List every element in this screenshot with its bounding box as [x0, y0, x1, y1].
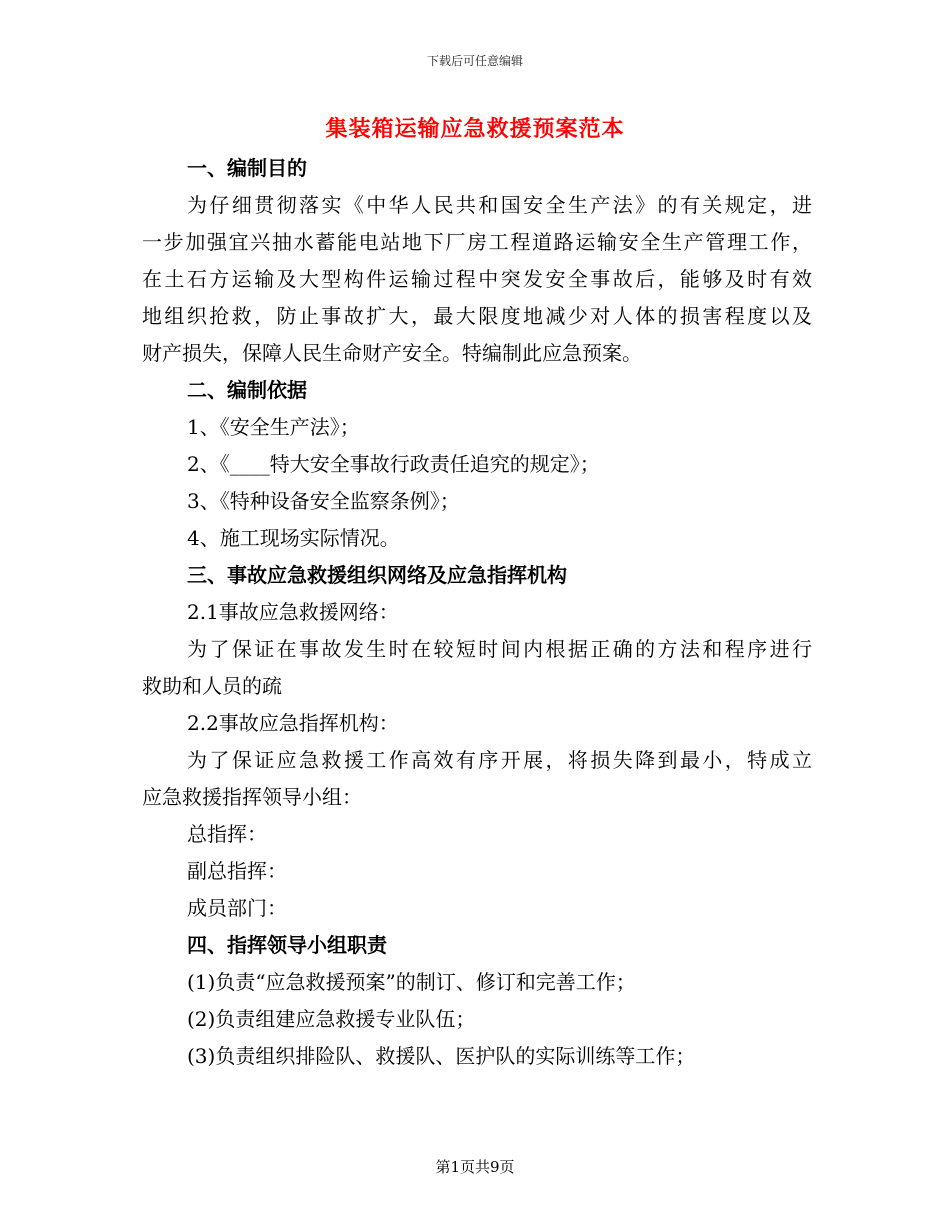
role-label: 成员部门：	[187, 896, 287, 920]
subsection-heading: 2.1事故应急救援网络：	[187, 600, 399, 624]
list-item: 1、《安全生产法》；	[187, 415, 360, 439]
list-item: 2、《____特大安全事故行政责任追究的规定》；	[187, 452, 600, 476]
list-item: 4、施工现场实际情况。	[187, 526, 400, 550]
paragraph-line: 一步加强宜兴抽水蓄能电站地下厂房工程道路运输安全生产管理工作，	[142, 230, 812, 254]
paragraph-line: 财产损失，保障人民生命财产安全。特编制此应急预案。	[142, 341, 642, 365]
paragraph-line: 救助和人员的疏	[142, 674, 282, 698]
list-item: (1)负责“应急救援预案”的制订、修订和完善工作；	[187, 970, 636, 994]
section-heading-purpose: 一、编制目的	[187, 156, 307, 180]
paragraph-line: 应急救援指挥领导小组：	[142, 785, 362, 809]
role-label: 总指挥：	[187, 822, 267, 846]
document-title: 集装箱运输应急救援预案范本	[325, 116, 625, 142]
paragraph-line: 为了保证在事故发生时在较短时间内根据正确的方法和程序进行	[187, 637, 812, 661]
header-note: 下载后可任意编辑	[426, 54, 523, 68]
list-item: (2)负责组建应急救援专业队伍；	[187, 1007, 476, 1031]
role-label: 副总指挥：	[187, 859, 287, 883]
section-heading-duties: 四、指挥领导小组职责	[187, 933, 387, 957]
paragraph-line: 为了保证应急救援工作高效有序开展，将损失降到最小，特成立	[187, 748, 812, 772]
subsection-heading: 2.2事故应急指挥机构：	[187, 711, 399, 735]
paragraph-line: 为仔细贯彻落实《中华人民共和国安全生产法》的有关规定，进	[187, 193, 812, 217]
paragraph-line: 在土石方运输及大型构件运输过程中突发安全事故后，能够及时有效	[142, 267, 812, 291]
list-item: (3)负责组织排险队、救援队、医护队的实际训练等工作；	[187, 1044, 696, 1068]
section-heading-organization: 三、事故应急救援组织网络及应急指挥机构	[187, 563, 567, 587]
page-footer: 第1页共9页	[435, 1158, 515, 1176]
paragraph-line: 地组织抢救，防止事故扩大，最大限度地减少对人体的损害程度以及	[142, 304, 812, 328]
section-heading-basis: 二、编制依据	[187, 378, 307, 402]
list-item: 3、《特种设备安全监察条例》；	[187, 489, 460, 513]
document-body	[142, 150, 812, 1075]
